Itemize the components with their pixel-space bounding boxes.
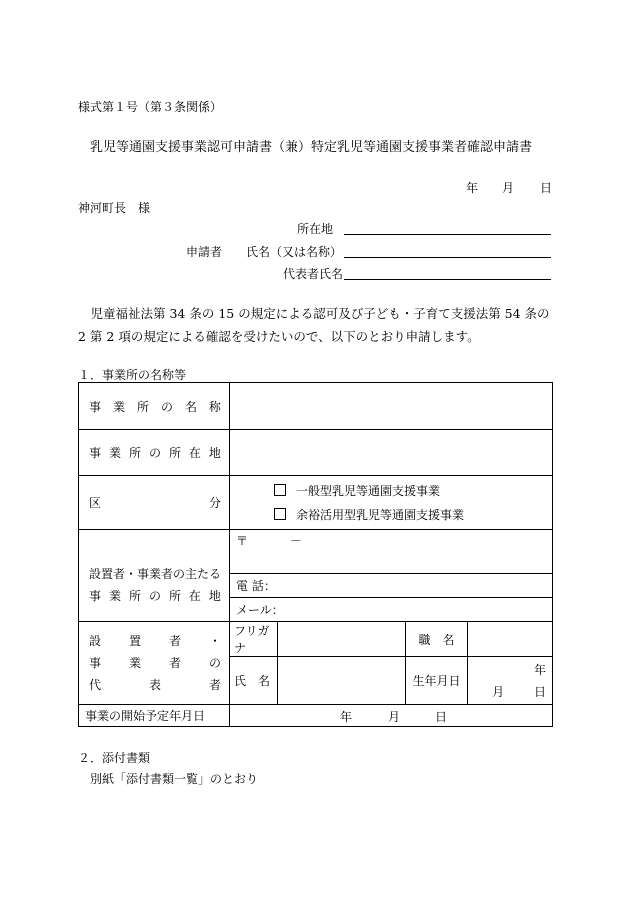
birthdate-input[interactable] — [468, 657, 553, 705]
category-option-surplus[interactable] — [230, 503, 552, 527]
section1-heading: １．事業所の名称等 — [78, 368, 187, 382]
start-month: 月 — [388, 710, 401, 724]
phone-label: 電 話： — [236, 579, 276, 593]
section2-heading: ２．添付書類 — [78, 751, 151, 765]
category-label-cell — [79, 476, 230, 530]
email-cell[interactable] — [230, 598, 553, 622]
operator-furigana-row — [79, 622, 553, 657]
facility-address-label: 事 業 所 の 所 在 地 — [89, 446, 221, 460]
category-option-surplus-label: 余裕活用型乳児等通園支援事業 — [296, 507, 465, 522]
birthdate-label: 生年月日 — [406, 657, 468, 705]
start-date-input[interactable] — [230, 705, 553, 727]
facility-name-row — [79, 383, 553, 430]
date-day: 日 — [540, 181, 553, 195]
operator-label-line1: 設 置 者 ・ — [89, 634, 221, 648]
start-date-row — [79, 705, 553, 727]
start-date-label: 事業の開始予定年月日 — [79, 705, 230, 727]
main-office-label-line2: 事 業 所 の 所 在 地 — [89, 588, 221, 603]
facility-address-row — [79, 430, 553, 476]
position-input[interactable] — [468, 622, 553, 657]
document-title: 乳児等通園支援事業認可申請書（兼）特定乳児等通園支援事業者確認申請書 — [90, 140, 533, 155]
facility-name-input[interactable] — [230, 383, 553, 430]
main-office-postal-row — [79, 530, 553, 574]
main-office-label-cell — [79, 530, 230, 622]
facility-address-label-cell — [79, 430, 230, 476]
postal-mark: 〒 — [236, 534, 249, 548]
category-options-cell — [230, 476, 553, 530]
category-row — [79, 476, 553, 530]
main-office-label-line1: 設置者・事業者の主たる — [89, 566, 222, 581]
category-label-1: 区 — [89, 496, 102, 510]
birth-month: 月 — [492, 684, 505, 699]
section2-text: 別紙「添付書類一覧」のとおり — [90, 772, 259, 786]
body-paragraph: 児童福祉法第 34 条の 15 の規定による認可及び子ども・子育て支援法第 54 条の 2 第 2 項の規定による確認を受けたいので、以下のとおり申請します。 — [78, 306, 550, 344]
checkbox-general[interactable] — [274, 484, 286, 496]
operator-label-line3: 代 表 者 — [89, 678, 221, 692]
position-label: 職 名 — [406, 622, 468, 657]
operator-label-line2: 事 業 者 の — [89, 656, 221, 670]
facility-name-label-cell — [79, 383, 230, 430]
furigana-label: フリガナ — [230, 622, 278, 657]
birth-day: 日 — [533, 684, 546, 699]
operator-name-input[interactable] — [278, 657, 406, 705]
date-year: 年 — [466, 181, 479, 195]
category-option-general[interactable] — [230, 479, 552, 503]
address-line[interactable] — [344, 234, 551, 235]
postal-cell[interactable] — [230, 530, 553, 574]
email-label: メール： — [236, 603, 284, 617]
category-option-general-label: 一般型乳児等通園支援事業 — [296, 483, 441, 498]
phone-cell[interactable] — [230, 574, 553, 598]
operator-name-label: 氏 名 — [230, 657, 278, 705]
addressee: 神河町長 様 — [78, 201, 151, 215]
birth-year: 年 — [533, 662, 546, 677]
furigana-input[interactable] — [278, 622, 406, 657]
name-label: 氏名（又は名称） — [246, 245, 343, 259]
start-year: 年 — [340, 710, 353, 724]
start-day: 日 — [435, 710, 448, 724]
category-label-2: 分 — [208, 496, 221, 510]
postal-dash: － — [289, 534, 302, 548]
facility-address-input[interactable] — [230, 430, 553, 476]
address-label: 所在地 — [297, 222, 334, 236]
operator-label-cell — [79, 622, 230, 705]
representative-line[interactable] — [344, 279, 551, 280]
applicant-label: 申請者 — [186, 245, 223, 259]
facility-name-label: 事 業 所 の 名 称 — [89, 399, 221, 414]
name-line[interactable] — [344, 257, 551, 258]
facility-table — [78, 382, 553, 727]
checkbox-surplus[interactable] — [274, 508, 286, 520]
representative-label: 代表者氏名 — [283, 267, 344, 281]
date-month: 月 — [502, 181, 515, 195]
form-number: 様式第１号（第３条関係） — [78, 100, 223, 114]
